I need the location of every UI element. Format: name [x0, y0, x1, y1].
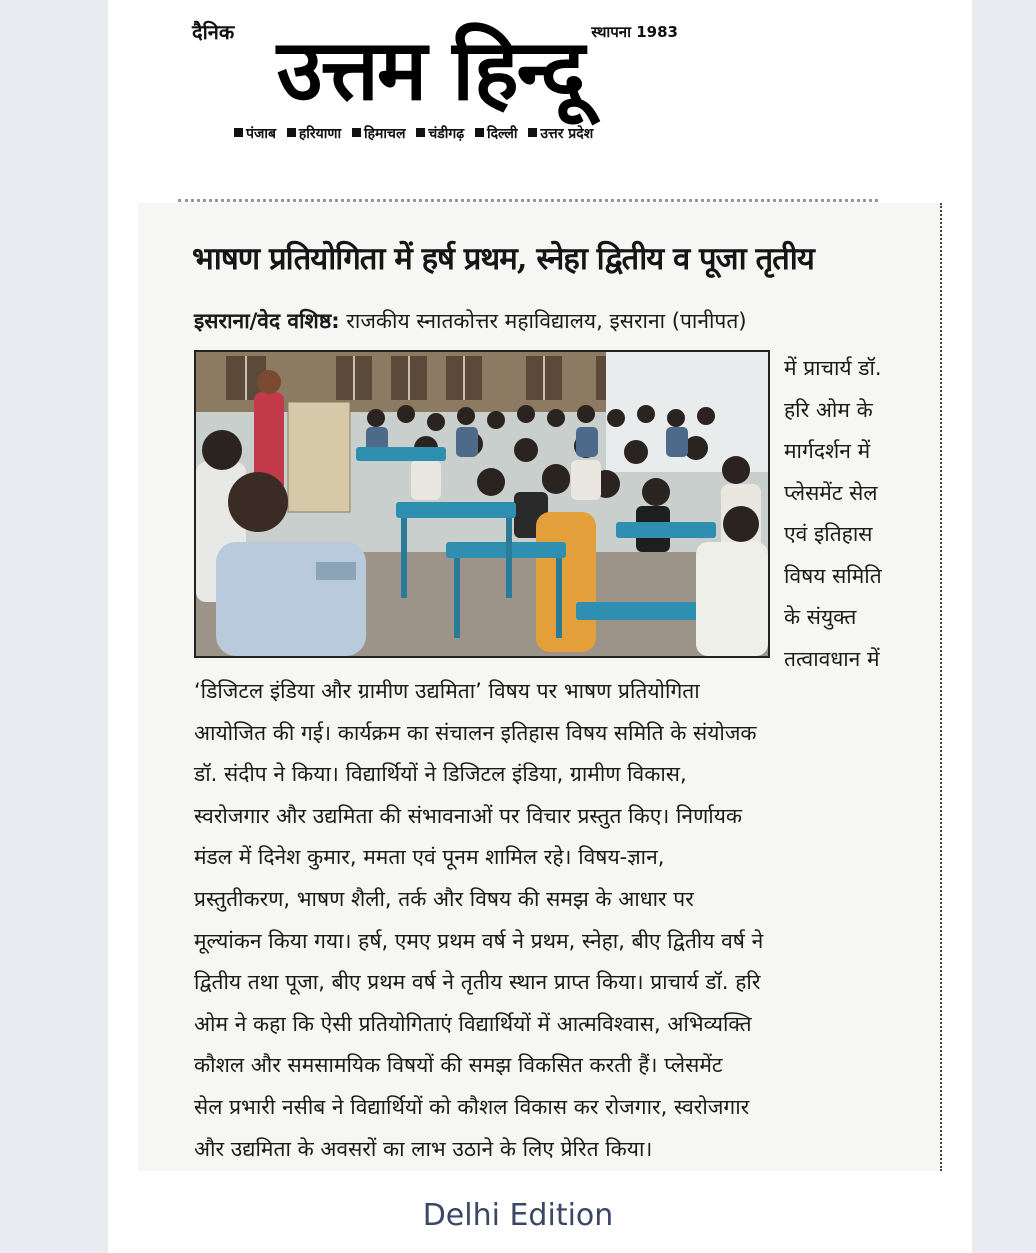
text-line: आयोजित की गई। कार्यक्रम का संचालन इतिहास विषय समिति के संयोजक [194, 720, 757, 745]
article-headline: भाषण प्रतियोगिता में हर्ष प्रथम, स्नेहा द्वितीय व पूजा तृतीय [192, 241, 814, 277]
region-item: उत्तर प्रदेश [540, 126, 594, 142]
bullet-square-icon [234, 128, 243, 137]
text-line: विषय समिति [784, 563, 882, 588]
text-line: सेल प्रभारी नसीब ने विद्यार्थियों को कौशल विकास कर रोजगार, स्वरोजगार [194, 1094, 750, 1119]
text-line: प्लेसमेंट सेल [784, 480, 878, 505]
text-line: ओम ने कहा कि ऐसी प्रतियोगिताएं विद्यार्थियों में आत्मविश्वास, अभिव्यक्ति [194, 1011, 752, 1036]
text-line: प्रस्तुतीकरण, भाषण शैली, तर्क और विषय की समझ के आधार पर [194, 886, 694, 911]
text-line: डॉ. संदीप ने किया। विद्यार्थियों ने डिजिटल इंडिया, ग्रामीण विकास, [194, 762, 687, 787]
text-line: मंडल में दिनेश कुमार, ममता एवं पूनम शामिल रहे। विषय-ज्ञान, [194, 845, 665, 870]
text-line: स्वरोजगार और उद्यमिता की संभावनाओं पर विचार प्रस्तुत किए। निर्णायक [194, 803, 743, 828]
region-item: दिल्ली [486, 126, 518, 142]
classroom-photo [194, 350, 770, 658]
text-line: तत्वावधान में [784, 646, 880, 671]
masthead [180, 12, 680, 147]
classroom-photo-image [196, 352, 768, 656]
wrap-text-column [784, 348, 934, 680]
text-line: ‘डिजिटल इंडिया और ग्रामीण उद्यमिता’ विषय पर भाषण प्रतियोगिता [194, 679, 700, 703]
edition-label: Delhi Edition [422, 1198, 614, 1233]
region-item: पंजाब [246, 126, 276, 142]
article-body [194, 671, 924, 1170]
text-line: द्वितीय तथा पूजा, बीए प्रथम वर्ष ने तृतीय स्थान प्राप्त किया। प्राचार्य डॉ. हरि [194, 970, 761, 995]
article-dateline-row [194, 307, 924, 335]
text-line: और उद्यमिता के अवसरों का लाभ उठाने के लिए प्रेरित किया। [194, 1136, 653, 1161]
dateline-byline: इसराना/वेद वशिष्ठ: [194, 309, 340, 333]
bullet-square-icon [475, 128, 484, 137]
bullet-square-icon [528, 128, 537, 137]
region-item: चंडीगढ़ [428, 126, 465, 142]
text-line: कौशल और समसामयिक विषयों की समझ विकसित करती हैं। प्लेसमेंट [194, 1053, 723, 1078]
cut-edge-text-remnant [178, 199, 878, 214]
text-line: के संयुक्त [784, 605, 857, 629]
text-line: मूल्यांकन किया गया। हर्ष, एमए प्रथम वर्ष ने प्रथम, स्नेहा, बीए द्वितीय वर्ष ने [194, 928, 764, 953]
region-item: हरियाणा [298, 126, 342, 142]
text-line: एवं इतिहास [784, 522, 873, 546]
text-line: मार्गदर्शन में [784, 439, 871, 463]
text-line: में प्राचार्य डॉ. [784, 356, 882, 380]
established-label: स्थापना 1983 [591, 23, 678, 41]
masthead-dainik: दैनिक [192, 20, 235, 44]
lead-text: राजकीय स्नातकोत्तर महाविद्यालय, इसराना (पानीपत) [346, 309, 747, 333]
article-clipping [138, 203, 942, 1171]
bullet-square-icon [416, 128, 425, 137]
region-item: हिमाचल [364, 126, 406, 142]
region-list [228, 124, 593, 143]
bullet-square-icon [352, 128, 361, 137]
bullet-square-icon [287, 128, 296, 137]
text-line: हरि ओम के [784, 397, 873, 422]
newspaper-title: उत्तम हिन्दू [276, 20, 584, 119]
